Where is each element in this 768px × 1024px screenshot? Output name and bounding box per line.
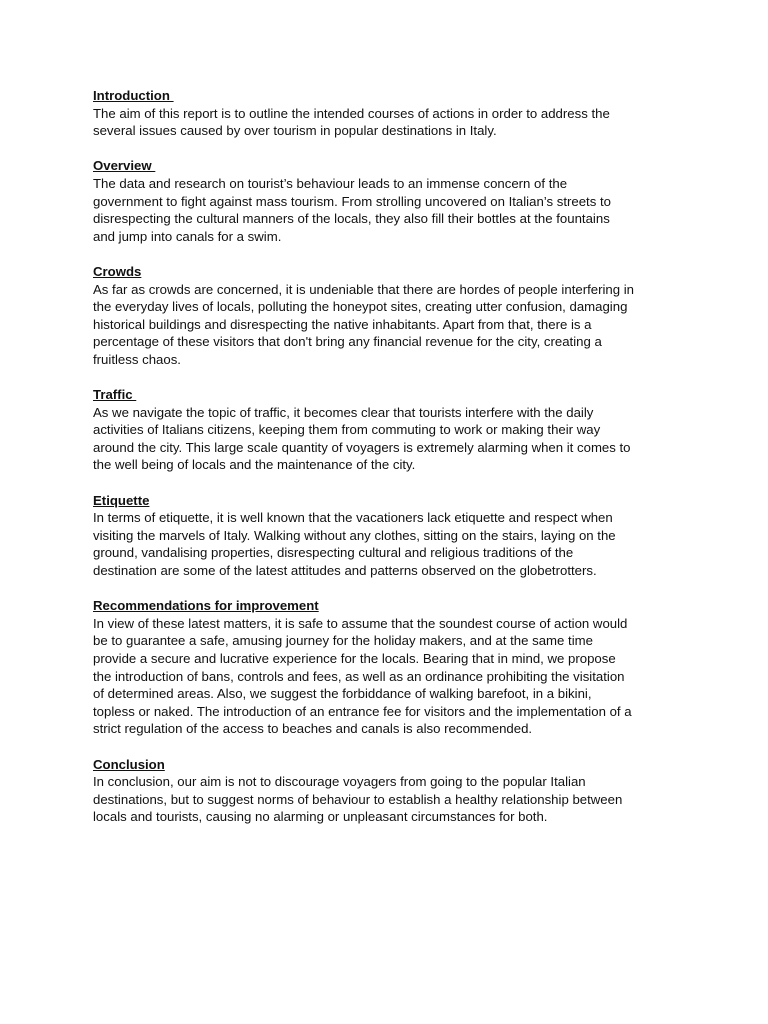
section-heading: Overview bbox=[93, 158, 156, 174]
section-paragraph bbox=[93, 175, 693, 245]
paragraph-line: The data and research on tourist’s behaviour leads to an immense concern of the bbox=[93, 175, 568, 191]
section-heading: Recommendations for improvement bbox=[93, 598, 319, 614]
section-traffic bbox=[93, 386, 693, 474]
paragraph-line: destination are some of the latest attitudes and patterns observed on the globetrotters. bbox=[93, 563, 597, 579]
section-paragraph bbox=[93, 615, 693, 738]
paragraph-line: disrespecting the cultural manners of the locals, they also fill their bottles at the fountains bbox=[93, 211, 610, 227]
section-etiquette bbox=[93, 492, 693, 580]
section-heading: Conclusion bbox=[93, 756, 165, 772]
section-heading: Introduction bbox=[93, 88, 174, 103]
section-paragraph bbox=[93, 281, 693, 369]
section-introduction bbox=[93, 87, 693, 140]
paragraph-line: several issues caused by over tourism in popular destinations in Italy. bbox=[93, 123, 497, 139]
section-paragraph bbox=[93, 404, 693, 474]
section-paragraph bbox=[93, 105, 693, 140]
section-heading: Traffic bbox=[93, 387, 137, 403]
paragraph-line: provide a secure and lucrative experience for the locals. Bearing that in mind, we propose bbox=[93, 651, 616, 666]
paragraph-line: ground, vandalising properties, disrespecting cultural and religious traditions of the bbox=[93, 545, 574, 561]
document-page bbox=[93, 87, 693, 844]
paragraph-line: of determined areas. Also, we suggest the forbiddance of walking barefoot, in a bikini, bbox=[93, 686, 592, 702]
paragraph-line: and jump into canals for a swim. bbox=[93, 228, 282, 244]
paragraph-line: destinations, but to suggest norms of behaviour to establish a healthy relationship between bbox=[93, 791, 623, 807]
section-overview bbox=[93, 157, 693, 245]
paragraph-line: government to fight against mass tourism. From strolling uncovered on Italian’s streets to bbox=[93, 193, 611, 209]
paragraph-line: the well being of locals and the maintenance of the city. bbox=[93, 457, 416, 473]
paragraph-line: the everyday lives of locals, polluting the honeypot sites, creating utter confusion, damaging bbox=[93, 299, 628, 315]
paragraph-line: locals and tourists, causing no alarming or unpleasant circumstances for both. bbox=[93, 809, 548, 825]
paragraph-line: activities of Italians citizens, keeping them from commuting to work or making their way bbox=[93, 422, 601, 438]
section-heading: Etiquette bbox=[93, 492, 150, 508]
paragraph-line: be to guarantee a safe, amusing journey for the holiday makers, and at the same time bbox=[93, 633, 593, 649]
paragraph-line: historical buildings and disrespecting the native inhabitants. Apart from that, there is a bbox=[93, 316, 592, 332]
paragraph-line: As far as crowds are concerned, it is undeniable that there are hordes of people interfering in bbox=[93, 281, 635, 297]
section-paragraph bbox=[93, 773, 693, 826]
section-crowds bbox=[93, 263, 693, 369]
paragraph-line: In conclusion, our aim is not to discourage voyagers from going to the popular Italian bbox=[93, 774, 586, 790]
paragraph-line: topless or naked. The introduction of an entrance fee for visitors and the implementation of a bbox=[93, 703, 632, 719]
paragraph-line: around the city. This large scale quantity of voyagers is extremely alarming when it comes to bbox=[93, 439, 631, 455]
paragraph-line: In view of these latest matters, it is safe to assume that the soundest course of action would bbox=[93, 615, 628, 631]
section-paragraph bbox=[93, 509, 693, 579]
paragraph-line: As we navigate the topic of traffic, it becomes clear that tourists interfere with the daily bbox=[93, 404, 594, 420]
paragraph-line: strict regulation of the access to beaches and canals is also recommended. bbox=[93, 721, 533, 737]
paragraph-line: In terms of etiquette, it is well known that the vacationers lack etiquette and respect when bbox=[93, 510, 613, 526]
paragraph-line: percentage of these visitors that don't bring any financial revenue for the city, creating a bbox=[93, 334, 602, 350]
section-heading: Crowds bbox=[93, 263, 142, 279]
paragraph-line: fruitless chaos. bbox=[93, 351, 181, 367]
section-recommendations bbox=[93, 597, 693, 738]
paragraph-line: The aim of this report is to outline the intended courses of actions in order to address the bbox=[93, 105, 610, 121]
section-conclusion bbox=[93, 756, 693, 826]
paragraph-line: visiting the marvels of Italy. Walking without any clothes, sitting on the stairs, laying on the bbox=[93, 527, 616, 543]
paragraph-line: the introduction of bans, controls and fees, as well as an ordinance prohibiting the visitation bbox=[93, 668, 625, 684]
